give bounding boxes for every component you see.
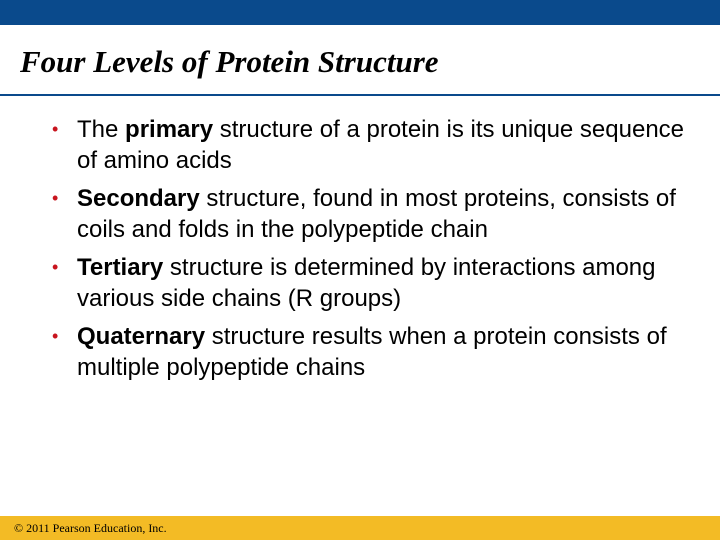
bullet-item-tertiary [52, 252, 692, 314]
bullet-keyword: primary [125, 116, 214, 143]
bullet-marker: • [52, 257, 59, 277]
bullet-marker: • [52, 326, 59, 346]
bullet-keyword: Quaternary [77, 323, 206, 350]
bullet-marker: • [52, 119, 59, 139]
bullet-item-secondary [52, 183, 692, 245]
slide-title: Four Levels of Protein Structure [20, 44, 439, 79]
bullet-text-rest: structure, found in most proteins, consists of coils and folds in the polypeptide chain [77, 185, 676, 243]
bullet-marker: • [52, 188, 59, 208]
bullet-text-lead: The [77, 116, 126, 143]
bullet-text-rest: structure of a protein is its unique sequence of amino acids [77, 116, 685, 174]
top-banner-bar [0, 0, 720, 25]
bullet-keyword: Secondary [77, 185, 200, 212]
footer-bar [0, 516, 720, 540]
bullet-item-primary [52, 114, 692, 176]
title-divider [0, 94, 720, 96]
copyright-notice: © 2011 Pearson Education, Inc. [14, 521, 167, 535]
bullet-text-rest: structure results when a protein consists of multiple polypeptide chains [77, 323, 667, 381]
bullet-keyword: Tertiary [77, 254, 164, 281]
bullet-text-rest: structure is determined by interactions among various side chains (R groups) [77, 254, 656, 312]
bullet-item-quaternary [52, 321, 692, 383]
bullet-list [52, 114, 692, 390]
